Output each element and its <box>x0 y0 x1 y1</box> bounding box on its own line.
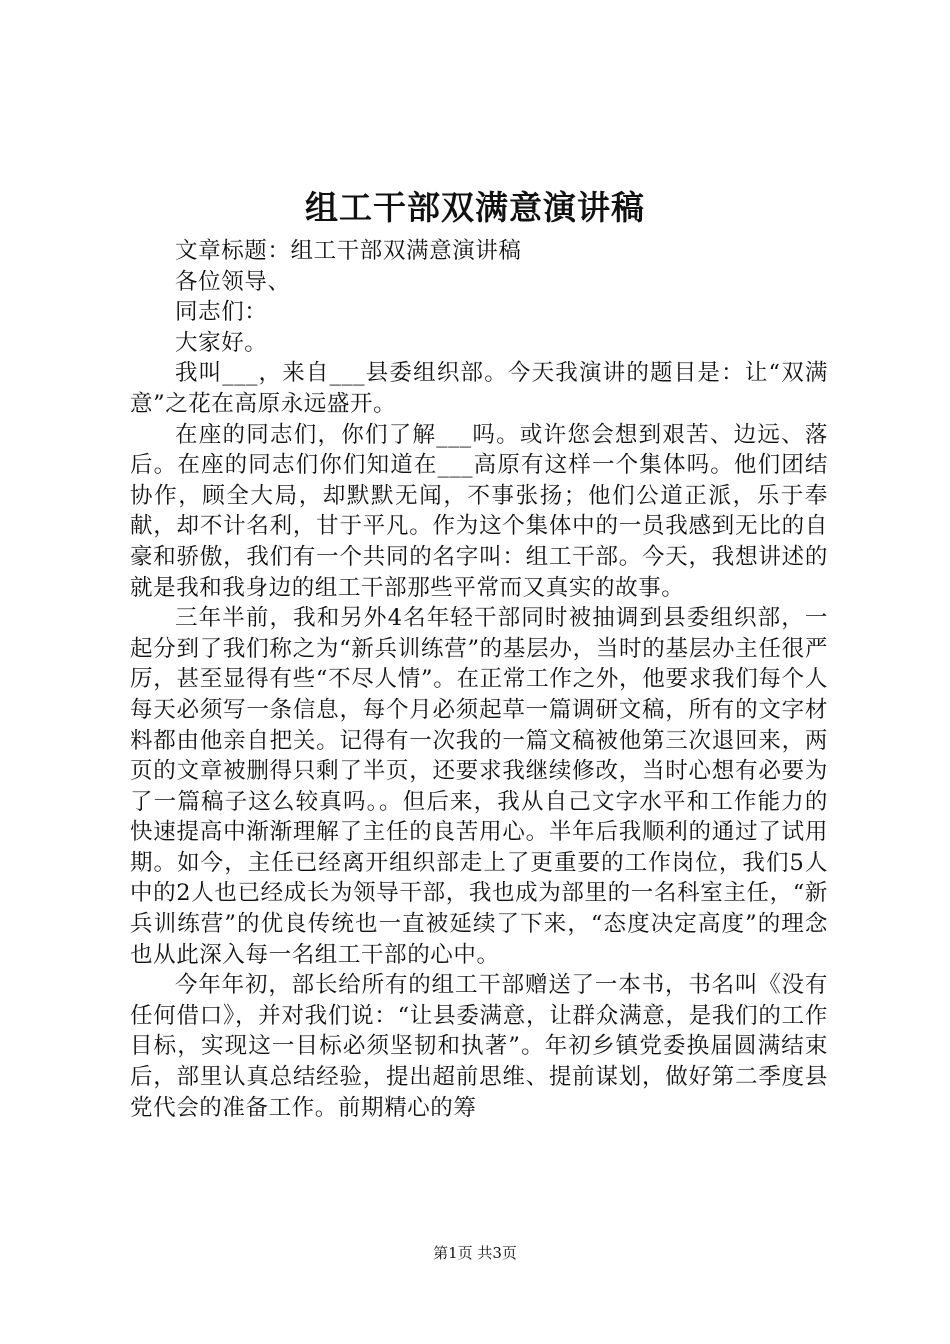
paragraph-this-year: 今年年初，部长给所有的组工干部赠送了一本书，书名叫《没有任何借口》，并对我们说：“让县委满意，让群众满意，是我们的工作目标，实现这一目标必须坚韧和执著”。年初乡镇党委换届圆满结束后，部里认真总结经验，提出超前思维、提前谋划，做好第二季度县党代会的准备工作。前期精心的筹 <box>130 972 828 1121</box>
paragraph-salutation-comrades: 同志们： <box>175 299 268 326</box>
paragraph-collective: 在座的同志们，你们了解___吗。或许您会想到艰苦、边远、落后。在座的同志们你们知道在___高原有这样一个集体吗。他们团结协作，顾全大局，却默默无闻，不事张扬；他们公道正派，乐于奉献，却不计名利，甘于平凡。作为这个集体中的一员我感到无比的自豪和骄傲，我们有一个共同的名字叫：组工干部。今天，我想讲述的就是我和我身边的组工干部那些平常而又真实的故事。 <box>130 421 828 601</box>
paragraph-introduction: 我叫___，来自___县委组织部。今天我演讲的题目是：让“双满意”之花在高原永远盛开。 <box>130 360 828 417</box>
document-title: 组工干部双满意演讲稿 <box>305 188 645 227</box>
paragraph-greeting: 大家好。 <box>175 329 268 356</box>
page-number-footer: 第1页 共3页 <box>433 1244 517 1262</box>
paragraph-article-title: 文章标题：组工干部双满意演讲稿 <box>175 238 522 264</box>
document-body <box>130 236 828 1123</box>
paragraph-three-years-ago: 三年半前，我和另外4名年轻干部同时被抽调到县委组织部，一起分到了我们称之为“新兵训练营”的基层办，当时的基层办主任很严厉，甚至显得有些“不尽人情”。在正常工作之外，他要求我们每个人每天必须写一条信息，每个月必须起草一篇调研文稿，所有的文字材料都由他亲自把关。记得有一次我的一篇文稿被他第三次退回来，两页的文章被删得只剩了半页，还要求我继续修改，当时心想有必要为了一篇稿子这么较真吗。。但后来，我从自己文字水平和工作能力的快速提高中渐渐理解了主任的良苦用心。半年后我顺利的通过了试用期。如今，主任已经离开组织部走上了更重要的工作岗位，我们5人中的2人也已经成长为领导干部，我也成为部里的一名科室主任，“新兵训练营”的优良传统也一直被延续了下来，“态度决定高度”的理念也从此深入每一名组工干部的心中。 <box>130 605 828 968</box>
paragraph-salutation-leaders: 各位领导、 <box>175 268 291 295</box>
